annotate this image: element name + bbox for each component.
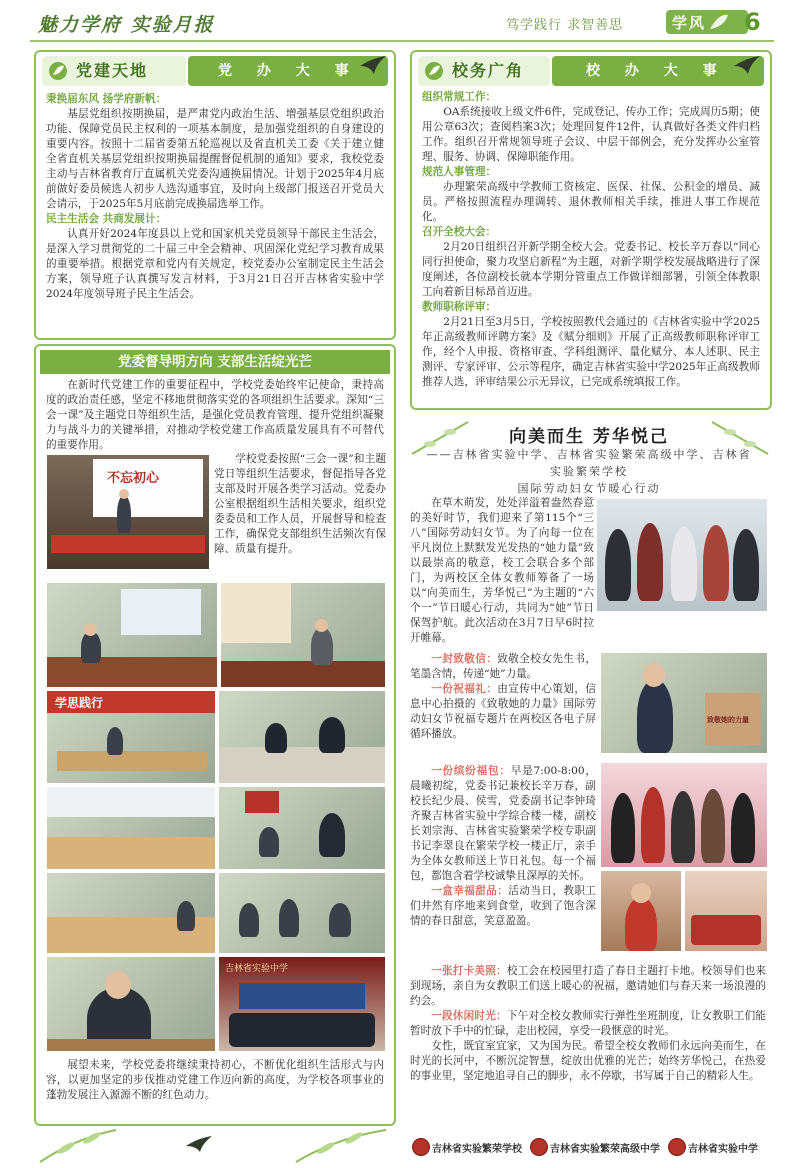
item-highlight: 一封致敬信： — [431, 653, 498, 665]
branch-decoration-icon — [410, 418, 470, 462]
supervision-side-text — [214, 452, 386, 557]
item-highlight: 一张打卡美照： — [431, 965, 507, 977]
womens-day-story — [410, 412, 768, 1124]
subtitle-line: 国际劳动妇女节暖心行动 — [517, 482, 661, 495]
leaf-icon — [708, 13, 730, 31]
story-item — [410, 964, 766, 1009]
story-item — [410, 652, 596, 682]
photo-classroom-3 — [46, 786, 216, 870]
party-affairs-heading: 党建天地 — [42, 56, 186, 86]
supervision-banner: 党委督导明方向 支部生活绽光芒 — [40, 350, 390, 374]
photo-classroom-2 — [218, 690, 386, 784]
photo-reading-leader — [46, 956, 216, 1052]
photo-classroom-6 — [218, 872, 386, 954]
photo-party-lecture — [46, 454, 210, 570]
item-text: 早是7:00-8:00，晨曦初绽，党委书记兼校长辛万春，副校长纪少晨、侯雪，党委副书记李钟琦齐聚吉林省实验中学综合楼一楼，副校长刘宗海、吉林省实验繁荣学校专职副书记李翠良在繁荣学校一楼正厅，亲手为全体女教师送上节日礼包。每一个福包，都饱含着学校诚挚且深厚的关怀。 — [410, 765, 597, 882]
section-paragraph: OA系统接收上级文件6件，完成登记、传办工作；完成周历5期；使用公章63次；查阅档案3次；处理回复件12件，认真做好各类文件归档工作。组织召开常规领导班子会议、中层干部例会，充分发挥办公室管理、服务、协调、保障职能作用。 — [422, 106, 760, 163]
photo-leader-portrait — [600, 652, 768, 754]
item-highlight: 一盒幸福甜品： — [431, 885, 509, 897]
swallow-icon — [358, 54, 388, 80]
supervision-outro — [46, 1058, 384, 1103]
school-motto: 笃学践行 求智善思 — [506, 18, 624, 33]
footer-logos — [412, 1134, 772, 1160]
item-highlight: 一份祝福礼： — [431, 683, 498, 695]
photo-group-portrait — [218, 956, 386, 1052]
bamboo-leaves-icon — [36, 1128, 396, 1164]
photo-caption-text: 不忘初心 — [107, 471, 160, 486]
section-heading: 召开全校大会： — [422, 226, 497, 238]
party-affairs-panel — [34, 50, 396, 340]
photo-gift-handout — [600, 762, 768, 868]
school-affairs-panel — [410, 50, 772, 410]
subtitle-line: 实验繁荣学校 — [550, 465, 628, 478]
item-text: 由宣传中心策划，信息中心拍摄的《致敬她的力量》国际劳动妇女节祝福专题片在两校区各电子屏循环播放。 — [410, 683, 596, 740]
school-office-events-heading: 校 办 大 事 记 — [552, 56, 764, 86]
school-seal-icon — [668, 1138, 686, 1156]
school-seal-icon — [530, 1138, 548, 1156]
leaf-emblem-icon — [48, 61, 68, 85]
section-label: 学风 — [672, 14, 707, 32]
section-heading: 规范人事管理： — [422, 166, 497, 178]
story-items-block-2 — [410, 764, 596, 929]
item-text: 下午对全校女教师实行弹性坐班制度，让女教职工们能暂时放下手中的忙碌，走出校园，享受一段惬意的时光。 — [410, 1010, 767, 1037]
photo-caption-text: 吉林省实验中学 — [225, 964, 289, 974]
photo-caption-text: 学思践行 — [55, 696, 104, 710]
party-supervision-panel — [34, 344, 396, 1126]
story-item — [410, 1009, 766, 1039]
item-text: 致敬全校女先生书，笔墨含情，传递“她”力量。 — [410, 653, 596, 680]
photo-classroom-5 — [46, 872, 216, 954]
section-heading: 教师职称评审： — [422, 301, 497, 313]
section-paragraph: 2月21日至3月5日，学校按照教代会通过的《吉林省实验中学2025年正高级教师评聘方案》及《赋分细则》开展了正高级教师职称评审工作，经个人申报、资格审查、学科组测评、量化赋分、本人述职、民主测评、专家评审、公示等程序，确定吉林省实验中学2025年正高级教师推荐人选，评审结果公示无异议，已完成系统填报工作。 — [422, 316, 760, 388]
photo-dessert-teacher — [600, 870, 682, 952]
story-intro — [410, 496, 594, 646]
story-items-block-4 — [410, 964, 766, 1084]
story-items-block-1 — [410, 652, 596, 742]
section-heading: 组织常规工作： — [422, 91, 497, 103]
side-paragraph: 学校党委按照“三会一课”和主题党日等组织生活要求，督促指导各党支部及时开展各类学习活动。党委办公室根据组织生活相关要求，组织党委委员和工作人员，开展督导和检查工作，确保党支部组织生活频次有保障、质量有提升。 — [214, 453, 386, 555]
section-paragraph: 2月20日组织召开新学期全校大会。党委书记、校长辛万春以“同心同行担使命，聚力攻坚启新程”为主题，对新学期学校发展战略进行了深度阐述，各位副校长就本学期分管重点工作做详细部署，引领全体教职工向着新目标昂首迈进。 — [422, 241, 760, 298]
item-text: 活动当日，教职工们井然有序地来到食堂，收到了饱含深情的春日甜意，笑意盈盈。 — [410, 885, 596, 927]
section-heading: 秉换届东风 扬学府新帆： — [46, 93, 167, 105]
supervision-intro — [46, 378, 384, 453]
party-office-events-heading: 党 办 大 事 记 — [188, 56, 388, 86]
photo-classroom-4 — [218, 786, 386, 870]
item-text: 校工会在校园里打造了春日主题打卡地。校领导们也来到现场，亲自为女教职工们送上暖心的祝福，邀请她们与春天来一场浪漫的约会。 — [410, 965, 767, 1007]
intro-paragraph: 在草木萌发，处处洋溢着盎然春意的美好时节，我们迎来了第115个“三八”国际劳动妇女节。为了向每一位在平凡岗位上默默发光发热的“她力量”致以最崇高的敬意，校工会联合多个部门，为两校区全体女教师筹备了一场以“向美而生，芳华悦己”为主题的“六个一”节日暖心行动，共同为“她”节日保驾护航。此次活动在3月7日早6时拉开帷幕。 — [410, 497, 594, 644]
masthead-rule — [30, 40, 774, 42]
section-paragraph: 办理繁荣高级中学教师工资核定、医保、社保、公积金的增员、减员。严格按照流程办理调转、退休教师相关手续，推进人事工作规范化。 — [422, 181, 760, 223]
section-paragraph: 认真开好2024年度县以上党和国家机关党员领导干部民主生活会，是深入学习贯彻党的二十届三中全会精神、巩固深化党纪学习教育成果的重要举措。根据党章和党内有关规定，校党委办公室制定民主生活会方案，领导班子认真撰写发言材料，于3月21日召开吉林省实验中学2024年度领导班子民主生活会。 — [46, 228, 384, 300]
photo-womens-day-group — [596, 498, 768, 612]
footer-decoration — [36, 1128, 396, 1164]
swallow-icon — [732, 54, 762, 80]
photo-classroom-1 — [46, 690, 216, 784]
footer-logo-1: 吉林省实验繁荣学校 — [432, 1144, 522, 1155]
item-highlight: 一段休闲时光： — [431, 1010, 507, 1022]
branch-decoration-icon — [710, 418, 770, 462]
story-item — [410, 884, 596, 929]
photo-meeting-2 — [220, 582, 386, 688]
photo-meeting-1 — [46, 582, 218, 688]
school-seal-icon — [412, 1138, 430, 1156]
photo-caption-text: 致敬她的力量 — [707, 715, 749, 724]
footer-logo-2: 吉林省实验繁荣高级中学 — [550, 1144, 660, 1155]
party-affairs-body — [46, 92, 384, 302]
intro-paragraph: 在新时代党建工作的重要征程中，学校党委始终牢记使命，秉持高度的政治责任感，坚定不移地贯彻落实党的各项组织生活要求。深知“三会一课”及主题党日等组织生活，是强化党员教育管理、提升党组织凝聚力与战斗力的关键举措，对推动学校党建工作高质量发展具有不可替代的重要作用。 — [46, 379, 384, 451]
footer-logo-3: 吉林省实验中学 — [688, 1144, 758, 1155]
newspaper-title: 魅力学府 实验月报 — [38, 14, 215, 36]
section-heading: 民主生活会 共商发展计： — [46, 213, 167, 225]
masthead — [0, 0, 804, 42]
story-item — [410, 764, 596, 884]
school-affairs-heading: 校务广角 — [418, 56, 550, 86]
subtitle-line: ——吉林省实验中学、吉林省实验繁荣高级中学、吉林省 — [426, 448, 752, 461]
item-highlight: 一份缤纷福包： — [431, 765, 511, 777]
school-affairs-body — [422, 90, 760, 390]
section-paragraph: 基层党组织按期换届，是严肃党内政治生活、增强基层党组织政治功能、保障党员民主权利的一项基本制度，是加强党组织的自身建设的重要内容。按照十二届省委第五轮巡视以及省直机关工委《关于建立健全省直机关基层党组织按期换届提醒督促机制的通知》要求，我校党委主动与吉林省教育厅直属机关党委沟通换届情况。计划于2025年4月底前做好委员候选人初步人选沟通事宜，及时向上级部门报送召开党员大会请示，于2025年5月底前完成换届选举工作。 — [46, 108, 384, 210]
story-item — [410, 682, 596, 742]
outro-paragraph: 展望未来，学校党委将继续秉持初心，不断优化组织生活形式与内容，以更加坚定的步伐推动党建工作迈向新的高度，为学校各项事业的蓬勃发展注入源源不断的红色动力。 — [46, 1059, 384, 1101]
page-number: 6 — [744, 8, 761, 36]
leaf-emblem-icon — [424, 61, 444, 85]
closing-paragraph: 女性，既宜室宜家，又为国为民。希望全校女教师们永远向美而生，在时光的长河中，不断沉淀智慧，绽放出优雅的光芒；始终芳华悦己，在热爱的事业里，坚定地追寻自己的脚步，永不停歇，书写属于自己的精彩人生。 — [410, 1040, 766, 1082]
photo-dessert-boxes — [684, 870, 768, 952]
story-title: 向美而生 芳华悦己 — [509, 427, 669, 447]
